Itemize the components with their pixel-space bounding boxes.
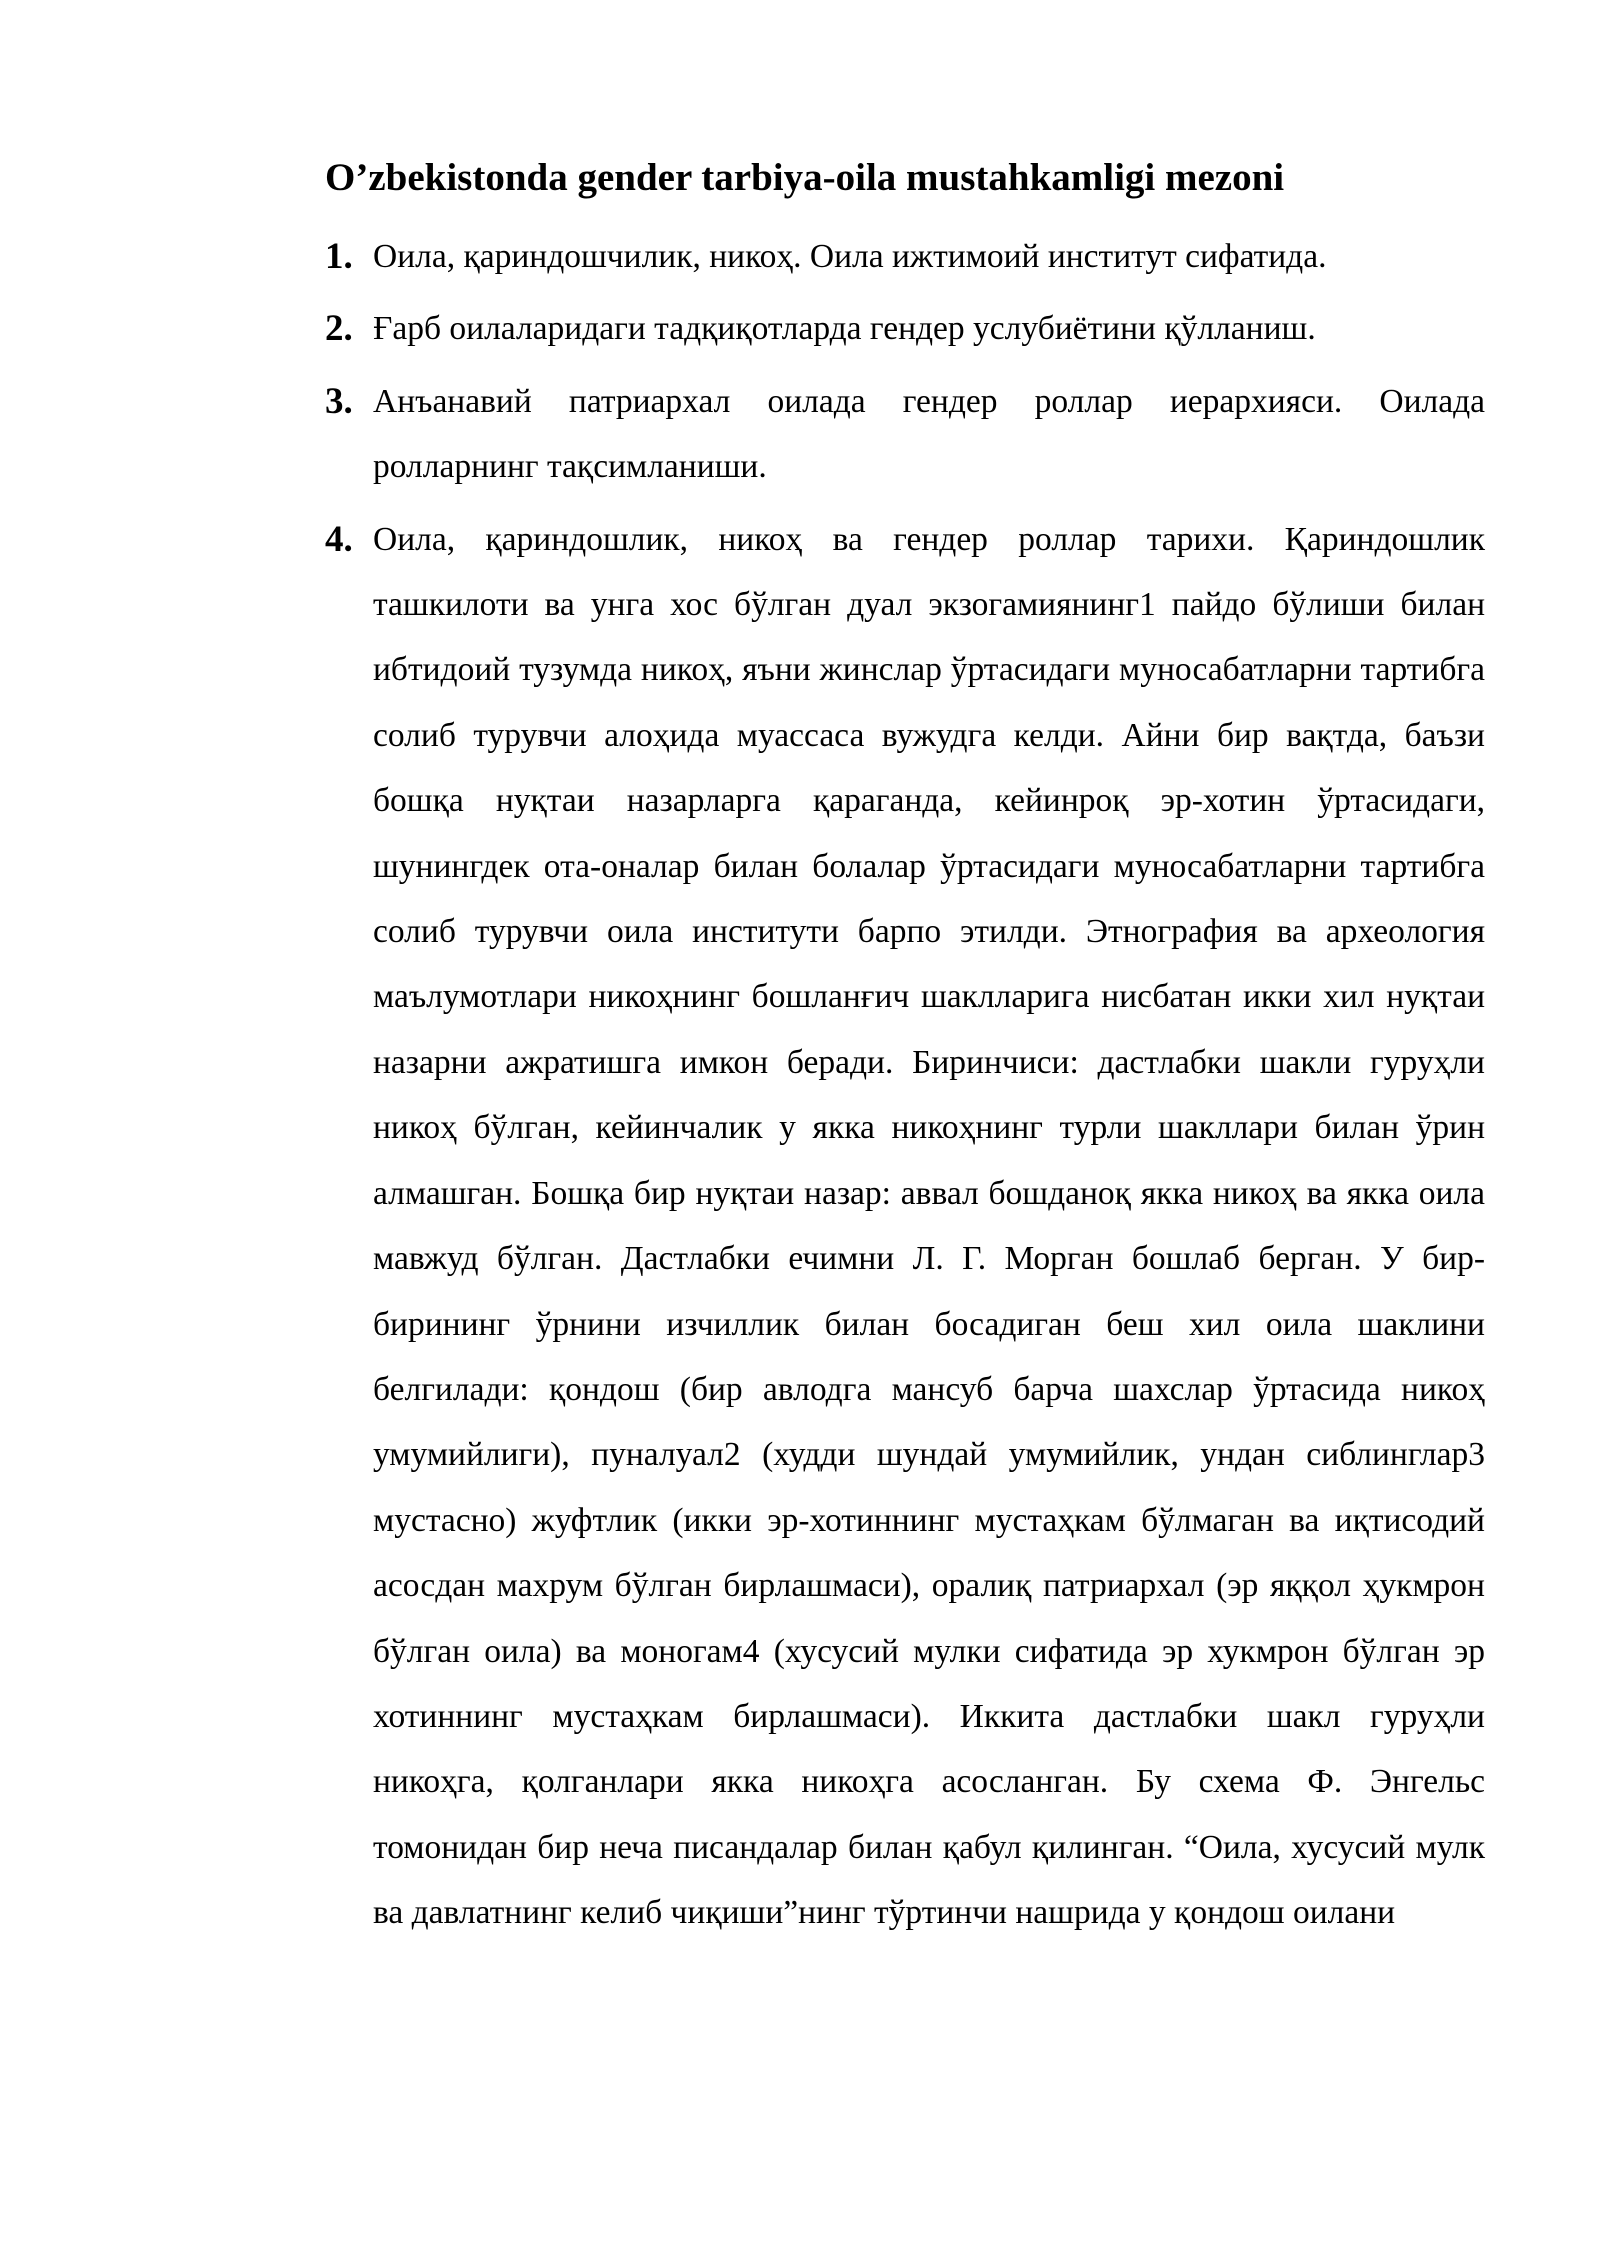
list-item-text: Оила, қариндошлик, никоҳ ва гендер роллар тарихи. Қариндошлик ташкилоти ва унга хос бўлган дуал экзогамиянинг1 пайдо бўлиши билан ибтидоий тузумда никоҳ, яъни жинслар ўртасидаги муносабатларни тартибга солиб турувчи алоҳида муассаса вужудга келди. Айни бир вақтда, баъзи бошқа нуқтаи назарларга қараганда, кейинроқ эр-хотин ўртасидаги, шунингдек ота-оналар билан болалар ўртасидаги муносабатларни тартибга солиб турувчи оила институти барпо этилди. Этнография ва археология маълумотлари никоҳнинг бошланғич шаклларига нисбатан икки хил нуқтаи назарни ажратишга имкон беради. Биринчиси: дастлабки шакли гуруҳли никоҳ бўлган, кейинчалик у якка никоҳнинг турли шакллари билан ўрин алмашган. Бошқа бир нуқтаи назар: аввал бошданоқ якка никоҳ ва якка оила мавжуд бўлган. Дастлабки ечимни Л. Г. Морган бошлаб берган. У бир-бирининг ўрнини изчиллик билан босадиган беш хил оила шаклини белгилади: қондош (бир авлодга мансуб барча шахслар ўртасида никоҳ умумийлиги), пуналуал2 (худди шундай умумийлик, ундан сиблинглар3 мустасно) жуфтлик (икки эр-хотиннинг мустаҳкам бўлмаган ва иқтисодий асосдан махрум бўлган бирлашмаси), оралиқ патриархал (эр яққол ҳукмрон бўлган оила) ва моногам4 (хусусий мулки сифатида эр хукмрон бўлган эр хотиннинг мустаҳкам бирлашмаси). Иккита дастлабки шакл гуруҳли никоҳга, қолганлари якка никоҳга асосланган. Бу схема Ф. Энгельс томонидан бир неча писандалар билан қабул қилинган. “Оила, хусусий мулк ва давлатнинг келиб чиқиши”нинг тўртинчи нашрида у қондош оилани: [373, 520, 1485, 1932]
list-item-number: 2.: [325, 308, 353, 350]
list-item-number: 1.: [325, 236, 353, 277]
list-item: [325, 224, 1485, 289]
list-item: [325, 369, 1485, 500]
list-item-number: 4.: [325, 518, 353, 560]
list-item-text: Анъанавий патриархал оилада гендер роллар иерархияси. Оилада ролларнинг тақсимланиши.: [373, 382, 1485, 486]
list-item-text: Ғарб оилаларидаги тадқиқотларда гендер услубиётини қўлланиш.: [373, 310, 1316, 348]
list-item: [325, 296, 1485, 361]
list-item-text: Оила, қариндошчилик, никоҳ. Оила ижтимоий институт сифатида.: [373, 238, 1327, 275]
list-item-number: 3.: [325, 380, 353, 422]
topic-list: [325, 224, 1485, 1953]
document-title: O’zbekistonda gender tarbiya-oila mustahkamligi mezoni: [325, 156, 1285, 199]
list-item: [325, 507, 1485, 1946]
